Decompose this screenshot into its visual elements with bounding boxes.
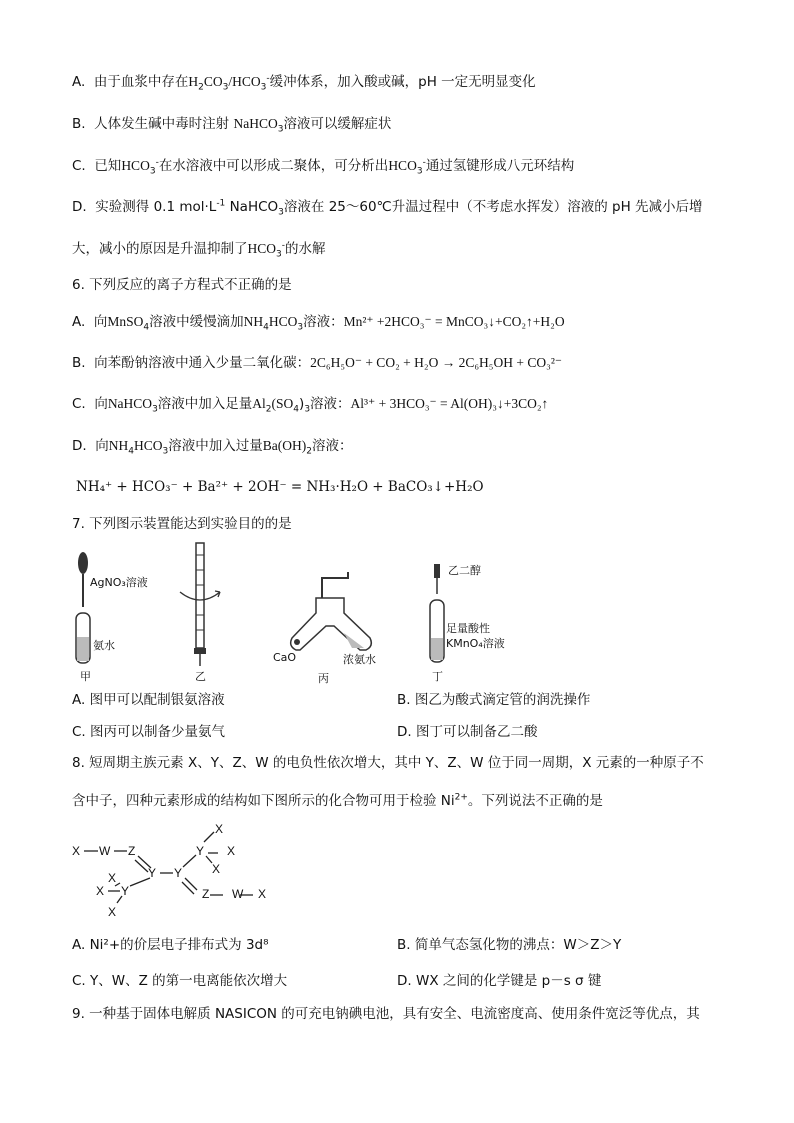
atom-z: Z (202, 887, 210, 901)
figure-ding-caption: 丁 (432, 670, 443, 683)
q7-option-c: C. 图丙可以制备少量氨气 (72, 724, 226, 740)
q8-stem-line2: 含中子，四种元素形成的结构如下图所示的化合物可用于检验 $Ni^{2+}$。下列说法不正确的是 (72, 792, 603, 809)
figure-bing-right-label: 浓氨水 (343, 653, 376, 666)
atom-y: Y (148, 866, 157, 880)
q6-option-d: D. 向$NH_4HCO_3$溶液中加入过量$Ba(OH)_2$溶液： (72, 438, 353, 457)
q8-option-d: D. WX 之间的化学键是 p－s σ 键 (397, 973, 602, 989)
q6-option-b: B. 向苯酚钠溶液中通入少量二氧化碳：2C₆H₅O⁻ + CO₂ + H₂O → 2C₆H₅OH + CO₃²⁻ (72, 355, 563, 371)
figure-bing-caption: 丙 (318, 672, 329, 685)
figure-ding-liquid-label-1: 足量酸性 (446, 622, 490, 635)
q8-option-c: C. Y、W、Z 的第一电离能依次增大 (72, 973, 288, 989)
q6-option-d-equation: NH₄⁺ + HCO₃⁻ + Ba²⁺ + 2OH⁻ = NH₃·H₂O + BaCO₃↓+H₂O (76, 479, 484, 495)
atom-y: Y (121, 884, 130, 898)
q5-option-d-line1: D. 实验测得 0.1 $mol\cdot L^{-1}$ NaHCO$_3$溶液在 25～60℃升温过程中（不考虑水挥发）溶液的 pH 先减小后增 (72, 198, 703, 218)
figure-yi-burette (175, 540, 225, 670)
q6-option-a: A. 向MnSO$_4$溶液中缓慢滴加$NH_4HCO_3$溶液：Mn²⁺ +2HCO₃⁻ = MnCO₃↓+CO₂↑+H₂O (72, 314, 565, 333)
atom-x: X (212, 862, 221, 876)
q5-option-d-line2: 大，减小的原因是升温抑制了$HCO_3^-$的水解 (72, 240, 326, 260)
atom-z: Z (128, 844, 136, 858)
atom-x: X (108, 905, 117, 919)
q5-option-c: C. 已知$HCO_3^-$在水溶液中可以形成二聚体，可分析出$HCO_3^-$通过氢键形成八元环结构 (72, 157, 575, 177)
q6-stem: 6. 下列反应的离子方程式不正确的是 (72, 277, 292, 293)
figure-jia-dropper (70, 545, 130, 675)
figure-bing-left-label: CaO (273, 651, 297, 664)
atom-x: X (96, 884, 105, 898)
atom-x: X (72, 844, 81, 858)
figure-jia-reagent-label: AgNO₃溶液 (90, 576, 148, 589)
q7-stem: 7. 下列图示装置能达到实验目的的是 (72, 516, 292, 532)
q5-option-a: A. 由于血浆中存在$H_2CO_3/HCO_3^-$缓冲体系，加入酸或碱，pH 一定无明显变化 (72, 73, 536, 93)
q8-stem-line1: 8. 短周期主族元素 X、Y、Z、W 的电负性依次增大，其中 Y、Z、W 位于同一周期，X 元素的一种原子不 (72, 755, 704, 771)
atom-x: X (108, 871, 117, 885)
q7-option-a: A. 图甲可以配制银氨溶液 (72, 692, 225, 708)
figure-ding-liquid-label-2: KMnO₄溶液 (446, 637, 505, 650)
atom-y: Y (174, 866, 183, 880)
atom-y: Y (196, 844, 205, 858)
q9-stem: 9. 一种基于固体电解质 NASICON 的可充电钠碘电池，具有安全、电流密度高、使用条件宽泛等优点，其 (72, 1006, 700, 1022)
atom-x: X (258, 887, 267, 901)
q8-option-b: B. 简单气态氢化物的沸点：W＞Z＞Y (397, 937, 622, 953)
figure-yi-caption: 乙 (195, 670, 206, 683)
q7-option-b: B. 图乙为酸式滴定管的润洗操作 (397, 692, 591, 708)
atom-x: X (215, 822, 224, 836)
atom-w: W (232, 887, 244, 901)
atom-x: X (227, 844, 236, 858)
q6-option-c: C. 向NaHCO$_3$溶液中加入足量$Al_2(SO_4)_3$溶液：Al³⁺ + 3HCO₃⁻ = Al(OH)₃↓+3CO₂↑ (72, 396, 549, 415)
atom-w: W (99, 844, 111, 858)
figure-jia-caption: 甲 (80, 670, 91, 683)
figure-ding-reagent-label: 乙二醇 (448, 564, 481, 577)
q8-option-a: A. Ni²+的价层电子排布式为 3d⁸ (72, 937, 269, 953)
figure-jia-liquid-label: 氨水 (93, 639, 115, 652)
q7-option-d: D. 图丁可以制备乙二酸 (397, 724, 538, 740)
q5-option-b: B. 人体发生碱中毒时注射 NaHCO$_3$溶液可以缓解症状 (72, 116, 392, 135)
